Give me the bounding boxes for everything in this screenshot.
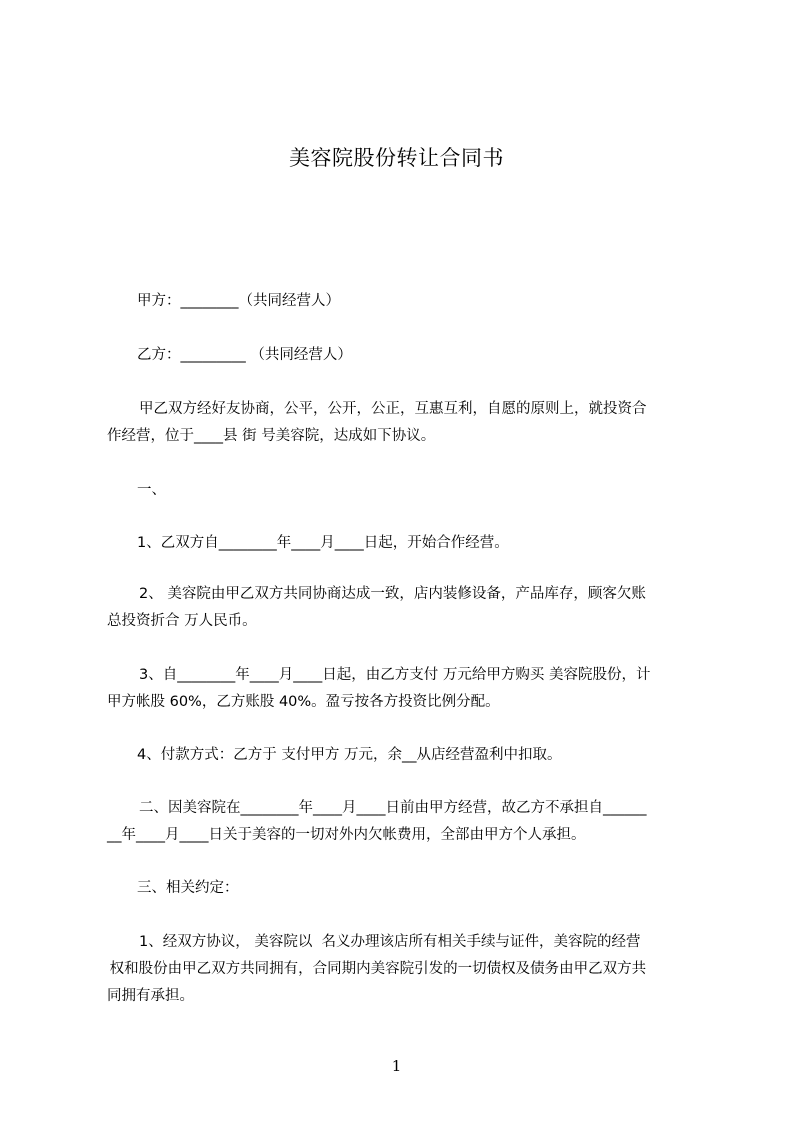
- section-3-heading: 三、相关约定：: [137, 880, 239, 896]
- page-number: 1: [391, 1057, 402, 1075]
- clause-1-4: 4、付款方式：乙方于 支付甲方 万元，余__从店经营盈利中扣取。: [137, 747, 562, 763]
- party-b-line: 乙方：_________ （共同经营人）: [137, 347, 352, 363]
- document-title: 美容院股份转让合同书: [289, 146, 504, 170]
- clause-3-1-line-1: 1、经双方协议， 美容院以 名义办理该店所有相关手续与证件，美容院的经营: [139, 934, 641, 950]
- section-2-line-1: 二、因美容院在________年____月____日前由甲方经营，故乙方不承担自______: [139, 800, 647, 816]
- clause-1-3-line-1: 3、自________年____月____日起，由乙方支付 万元给甲方购买 美容院股份，计: [139, 667, 651, 683]
- intro-paragraph-line-2: 作经营，位于____县 街 号美容院，达成如下协议。: [107, 428, 436, 444]
- clause-3-1-line-3: 同拥有承担。: [107, 988, 194, 1004]
- party-a-line: 甲方：________（共同经营人）: [137, 293, 340, 309]
- section-2-line-2: __年____月____日关于美容的一切对外内欠帐费用，全部由甲方个人承担。: [107, 827, 586, 843]
- clause-1-1: 1、乙双方自________年____月____日起，开始合作经营。: [137, 535, 509, 551]
- clause-1-2-line-1: 2、 美容院由甲乙双方共同协商达成一致，店内装修设备，产品库存，顾客欠账: [139, 586, 646, 602]
- clause-1-3-line-2: 甲方帐股 60%，乙方账股 40%。盈亏按各方投资比例分配。: [107, 694, 500, 710]
- clause-3-1-line-2: 权和股份由甲乙双方共同拥有，合同期内美容院引发的一切债权及债务由甲乙双方共: [105, 961, 647, 977]
- section-1-heading: 一、: [137, 482, 166, 498]
- clause-1-2-line-2: 总投资折合 万人民币。: [107, 613, 257, 629]
- intro-paragraph-line-1: 甲乙双方经好友协商，公平，公开，公正，互惠互利，自愿的原则上，就投资合: [139, 401, 647, 417]
